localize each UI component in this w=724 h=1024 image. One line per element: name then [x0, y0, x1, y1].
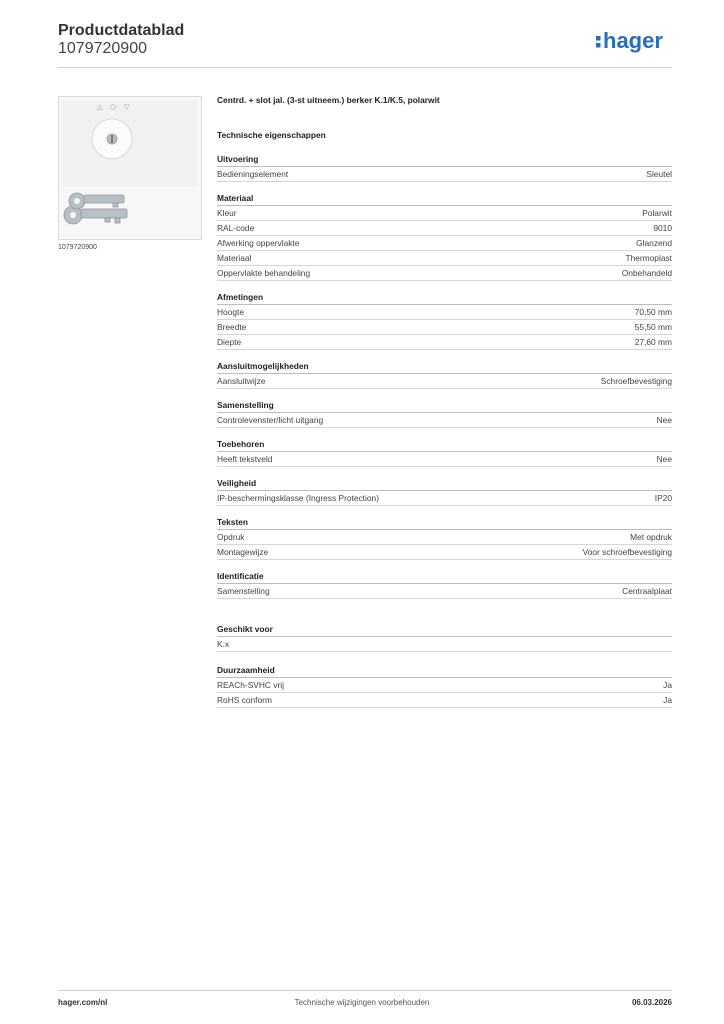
- spec-value: 55,50 mm: [634, 322, 672, 332]
- spec-label: Aansluitwijze: [217, 376, 266, 386]
- spec-section: [217, 192, 672, 281]
- spec-row: [217, 335, 672, 350]
- spec-value: IP20: [654, 493, 672, 503]
- spec-section: [217, 399, 672, 428]
- spec-row: [217, 251, 672, 266]
- spec-row: [217, 584, 672, 599]
- spec-row: [217, 266, 672, 281]
- spec-value: Sleutel: [646, 169, 672, 179]
- section-title: Teksten: [217, 516, 672, 530]
- hager-logo: [596, 26, 676, 56]
- section-title: Toebehoren: [217, 438, 672, 452]
- footer-disclaimer: Technische wijzigingen voorbehouden: [294, 998, 430, 1007]
- spec-section: [217, 153, 672, 182]
- spec-row: [217, 167, 672, 182]
- spec-label: REACh-SVHC vrij: [217, 680, 285, 690]
- spec-row: [217, 221, 672, 236]
- footer-divider: [58, 990, 672, 991]
- spec-row: [217, 491, 672, 506]
- spec-row: [217, 452, 672, 467]
- spec-section: [217, 664, 672, 708]
- spec-label: Breedte: [217, 322, 247, 332]
- spec-section: [217, 477, 672, 506]
- spec-value: Schroefbevestiging: [600, 376, 672, 386]
- spec-row: [217, 637, 672, 652]
- spec-label: Samenstelling: [217, 586, 270, 596]
- spec-value: Glanzend: [636, 238, 672, 248]
- spec-value: Centraalplaat: [622, 586, 672, 596]
- spec-value: Nee: [656, 415, 672, 425]
- spec-value: 27,60 mm: [634, 337, 672, 347]
- spec-label: K.x: [217, 639, 230, 649]
- spec-value: Onbehandeld: [621, 268, 672, 278]
- symbol-up: △: [97, 103, 103, 111]
- product-number: 1079720900: [58, 40, 147, 57]
- spec-label: Oppervlakte behandeling: [217, 268, 311, 278]
- spec-section: [217, 360, 672, 389]
- spec-section: [217, 438, 672, 467]
- spec-label: Hoogte: [217, 307, 245, 317]
- spec-label: Diepte: [217, 337, 242, 347]
- spec-row: [217, 413, 672, 428]
- spec-value: Ja: [663, 680, 672, 690]
- product-specs: [217, 93, 672, 708]
- spec-label: RoHS conform: [217, 695, 272, 705]
- spec-row: [217, 545, 672, 560]
- spec-value: Voor schroefbevestiging: [582, 547, 672, 557]
- product-title: Centrd. + slot jal. (3-st uitneem.) berker K.1/K.5, polarwit: [217, 95, 440, 105]
- spec-row: [217, 693, 672, 708]
- section-title: Uitvoering: [217, 153, 672, 167]
- spec-value: Met opdruk: [630, 532, 672, 542]
- section-title: Aansluitmogelijkheden: [217, 360, 672, 374]
- spec-row: [217, 530, 672, 545]
- symbol-down: ▽: [124, 103, 130, 111]
- spec-section: [217, 570, 672, 599]
- spec-label: Afwerking oppervlakte: [217, 238, 300, 248]
- spec-label: Kleur: [217, 208, 237, 218]
- symbol-stop: ○: [110, 103, 117, 111]
- spec-value: 9010: [653, 223, 672, 233]
- spec-label: Controlevenster/licht uitgang: [217, 415, 324, 425]
- section-title: Identificatie: [217, 570, 672, 584]
- footer-date: 06.03.2026: [631, 998, 672, 1007]
- product-image: [58, 96, 202, 240]
- spec-row: [217, 374, 672, 389]
- spec-row: [217, 320, 672, 335]
- section-title: Geschikt voor: [217, 623, 672, 637]
- section-title: Materiaal: [217, 192, 672, 206]
- spec-label: Materiaal: [217, 253, 252, 263]
- tech-properties-title: Technische eigenschappen: [217, 130, 326, 140]
- spec-label: Opdruk: [217, 532, 245, 542]
- spec-label: Montagewijze: [217, 547, 269, 557]
- spec-label: IP-beschermingsklasse (Ingress Protection): [217, 493, 379, 503]
- spec-section: [217, 516, 672, 560]
- spec-value: Ja: [663, 695, 672, 705]
- section-title: Duurzaamheid: [217, 664, 672, 678]
- spec-row: [217, 678, 672, 693]
- spec-row: [217, 206, 672, 221]
- spec-row: [217, 236, 672, 251]
- spec-value: 70,50 mm: [634, 307, 672, 317]
- spec-value: Nee: [656, 454, 672, 464]
- spec-label: RAL-code: [217, 223, 255, 233]
- section-title: Veiligheid: [217, 477, 672, 491]
- spec-label: Bedieningselement: [217, 169, 289, 179]
- spec-section: [217, 291, 672, 350]
- logo-text: hager: [603, 28, 663, 53]
- spec-section: [217, 623, 672, 652]
- footer-website[interactable]: hager.com/nl: [58, 998, 108, 1007]
- section-title: Samenstelling: [217, 399, 672, 413]
- spec-row: [217, 305, 672, 320]
- section-title: Afmetingen: [217, 291, 672, 305]
- spec-label: Heeft tekstveld: [217, 454, 273, 464]
- image-caption: 1079720900: [58, 244, 97, 251]
- header-divider: [58, 67, 672, 68]
- page-title: Productdatablad: [58, 22, 185, 39]
- spec-value: Polarwit: [642, 208, 672, 218]
- spec-value: Thermoplast: [625, 253, 672, 263]
